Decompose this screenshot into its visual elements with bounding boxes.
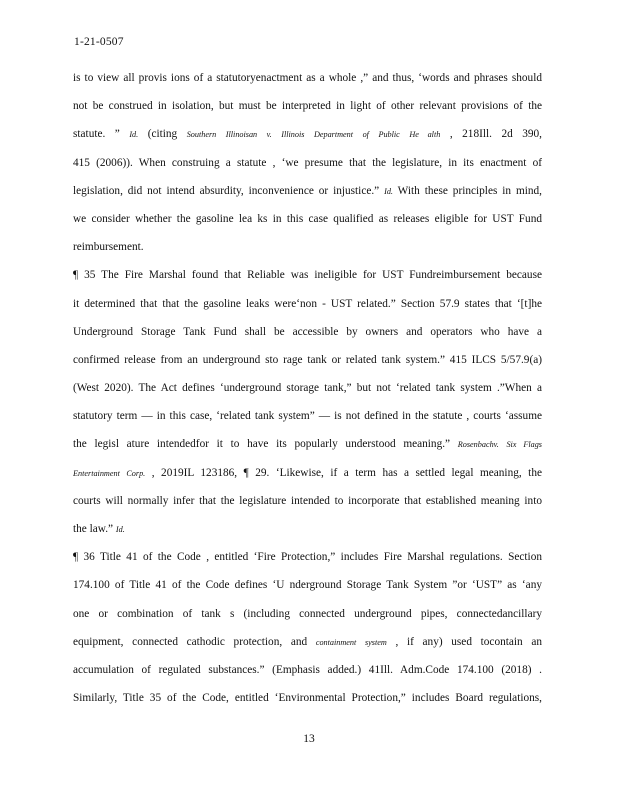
text-run (304, 128, 314, 140)
text-run: we consider whether the gasoline lea ks in this case qualified as releases eligible for UST Fund (73, 212, 542, 225)
text-run: 174.100 of Title 41 of the Code defines ‘U nderground Storage Tank System ”or ‘UST” as ‘any (73, 579, 542, 592)
text-run (272, 128, 282, 140)
text-run: equipment, connected cathodic protection, and (73, 635, 316, 648)
text-run: accumulation of regulated substances.” (Emphasis added.) 41Ill. Adm.Code 174.100 (2018) . (73, 663, 542, 676)
text-run: reimbursement. (73, 241, 144, 254)
text-line (73, 261, 542, 289)
text-run: statutory term — in this case, ‘related tank system” — is not defined in the statute , courts ‘assume (73, 410, 542, 423)
text-run (216, 128, 226, 140)
text-line (73, 374, 542, 402)
text-run: the law.” (73, 523, 116, 535)
text-run: the legisl ature intendedfor it to have its popularly understood meaning.” (73, 438, 458, 451)
text-run: not be construed in isolation, but must be interpreted in light of other relevant provisions of the (73, 100, 542, 113)
text-line (73, 402, 542, 430)
text-line (73, 684, 542, 712)
citation-text: system (364, 637, 387, 647)
text-line (73, 318, 542, 346)
text-line (73, 149, 542, 177)
text-line (73, 628, 542, 656)
text-run: , 2019IL 123186, ¶ 29. ‘Likewise, if a term has a settled legal meaning, the (145, 466, 542, 479)
text-line (73, 571, 542, 599)
citation-text: Department (313, 130, 354, 140)
text-run (400, 128, 410, 140)
text-run: courts will normally infer that the legislature intended to incorporate that established meaning into (73, 494, 542, 507)
citation-text: Id. (115, 525, 125, 534)
citation-text: v. (266, 130, 272, 140)
citation-text: Corp. (126, 468, 146, 478)
text-run: With these principles in mind, (392, 184, 542, 197)
text-run: (West 2020). The Act defines ‘underground storage tank,” but not ‘related tank system .”When a (73, 382, 542, 395)
text-line (73, 600, 542, 628)
text-line (73, 64, 542, 92)
text-line (73, 487, 542, 515)
text-run: legislation, did not intend absurdity, inconvenience or injustice.” (73, 184, 385, 197)
citation-text: Id. (384, 186, 393, 196)
citation-text: Entertainment (73, 468, 120, 478)
text-line (73, 290, 542, 318)
opinion-body-text (73, 64, 542, 712)
text-run: 415 (2006)). When construing a statute , ‘we presume that the legislature, in its enactment of (73, 156, 542, 169)
text-run: it determined that that the gasoline leaks were‘non - UST related.” Section 57.9 states that ‘[t]he (73, 297, 542, 310)
text-run: ¶ 36 Title 41 of the Code , entitled ‘Fire Protection,” includes Fire Marshal regulations. Section (73, 551, 542, 564)
docket-number: 1-21-0507 (74, 36, 124, 48)
text-run (353, 128, 363, 140)
text-line (73, 346, 542, 374)
text-line (73, 205, 542, 233)
text-line (73, 430, 542, 458)
text-run: is to view all provis ions of a statutoryenactment as a whole ,” and thus, ‘words and phrases should (73, 72, 542, 84)
citation-text: Southern (186, 130, 217, 140)
text-line (73, 177, 542, 205)
citation-text: Rosenbachv. (457, 440, 499, 450)
citation-text: containment (315, 637, 357, 647)
citation-text: Public (378, 130, 400, 140)
text-line (73, 656, 542, 684)
text-line (73, 543, 542, 571)
text-run: ¶ 35 The Fire Marshal found that Reliable was ineligible for UST Fundreimbursement because (73, 269, 542, 282)
citation-text: Illinois (281, 130, 305, 140)
text-run: confirmed release from an underground sto rage tank or related tank system.” 415 ILCS 5/57.9(a) (73, 353, 542, 366)
citation-text: Six Flags (506, 440, 542, 450)
page-number: 13 (303, 733, 315, 745)
text-line (73, 233, 542, 261)
text-run: , if any) used tocontain an (386, 635, 542, 648)
text-line (73, 515, 542, 543)
text-run: (citing (138, 128, 187, 141)
text-line (73, 120, 542, 148)
citation-text: He alth (409, 130, 441, 140)
text-run: Underground Storage Tank Fund shall be accessible by owners and operators who have a (73, 325, 542, 338)
text-line (73, 92, 542, 120)
text-run: one or combination of tank s (including connected underground pipes, connectedancillary (73, 607, 542, 620)
text-run: , 218Ill. 2d 390, (440, 128, 542, 141)
text-run (257, 128, 267, 140)
citation-text: of (362, 130, 369, 140)
text-run (369, 128, 379, 140)
text-run: statute. ” (73, 128, 130, 141)
citation-text: Id. (129, 130, 139, 140)
text-run (356, 636, 365, 648)
text-line (73, 459, 542, 487)
text-run: Similarly, Title 35 of the Code, entitled ‘Environmental Protection,” includes Board regulations, (73, 692, 542, 705)
citation-text: Illinoisan (225, 130, 258, 140)
